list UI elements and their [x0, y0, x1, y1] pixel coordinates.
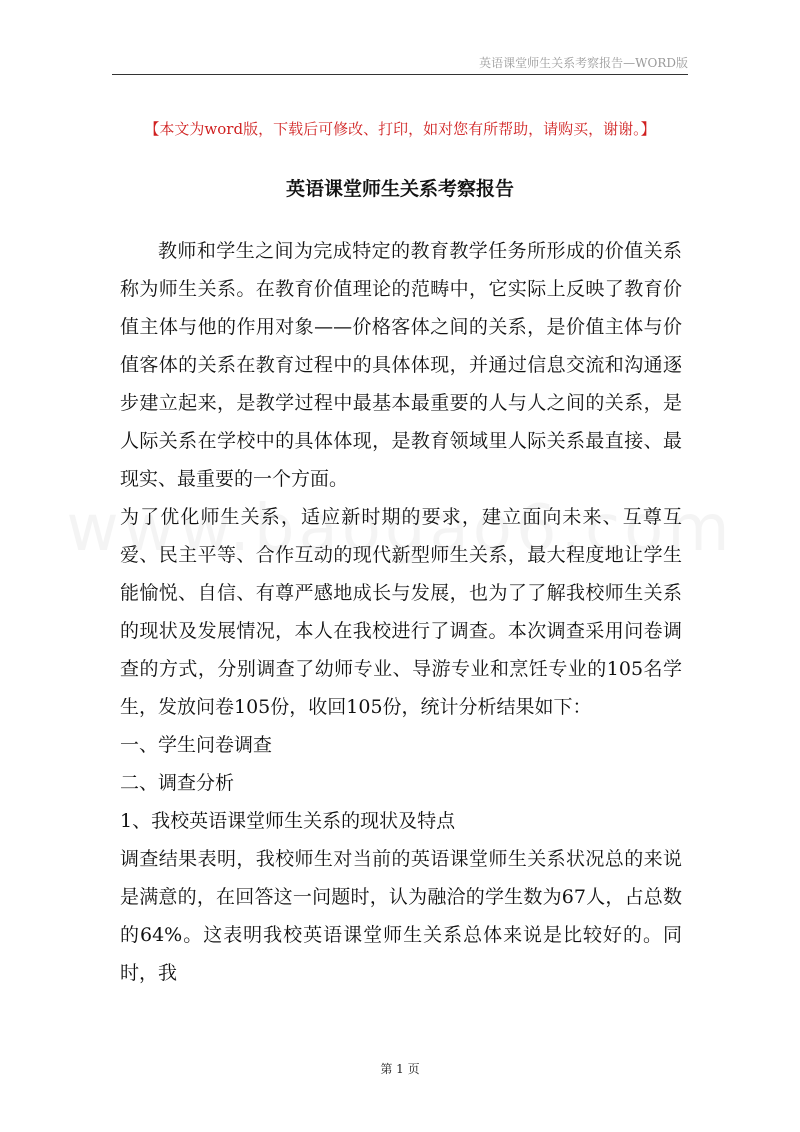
running-header: 英语课堂师生关系考察报告—WORD版	[479, 56, 688, 70]
results-paragraph: 调查结果表明，我校师生对当前的英语课堂师生关系状况总的来说是满意的，在回答这一问题时，认为融洽的学生数为67人，占总数的64%。这表明我校英语课堂师生关系总体来说是比较好的。同时，我	[120, 848, 682, 984]
subsection-heading-status: 1、我校英语课堂师生关系的现状及特点	[120, 810, 456, 832]
page-number: 第 1 页	[380, 1062, 420, 1076]
intro-paragraph: 教师和学生之间为完成特定的教育教学任务所形成的价值关系称为师生关系。在教育价值理论的范畴中，它实际上反映了教育价值主体与他的作用对象——价格客体之间的关系，是价值主体与价值客体的关系在教育过程中的具体体现，并通过信息交流和沟通逐步建立起来，是教学过程中最基本最重要的人与人之间的关系，是人际关系在学校中的具体体现，是教育领域里人际关系最直接、最现实、最重要的一个方面。	[120, 240, 682, 490]
survey-paragraph: 为了优化师生关系，适应新时期的要求，建立面向未来、互尊互爱、民主平等、合作互动的现代新型师生关系，最大程度地让学生能愉悦、自信、有尊严感地成长与发展，也为了了解我校师生关系的现状及发展情况，本人在我校进行了调查。本次调查采用问卷调查的方式，分别调查了幼师专业、导游专业和烹饪专业的105名学生，发放问卷105份，收回105份，统计分析结果如下：	[120, 506, 682, 718]
header-divider	[112, 74, 688, 75]
section-heading-survey: 一、学生问卷调查	[120, 734, 273, 756]
download-notice: 【本文为word版，下载后可修改、打印，如对您有所帮助，请购买，谢谢。】	[144, 120, 656, 138]
section-heading-analysis: 二、调查分析	[120, 772, 235, 794]
document-title: 英语课堂师生关系考察报告	[285, 178, 514, 200]
document-body	[120, 232, 682, 992]
